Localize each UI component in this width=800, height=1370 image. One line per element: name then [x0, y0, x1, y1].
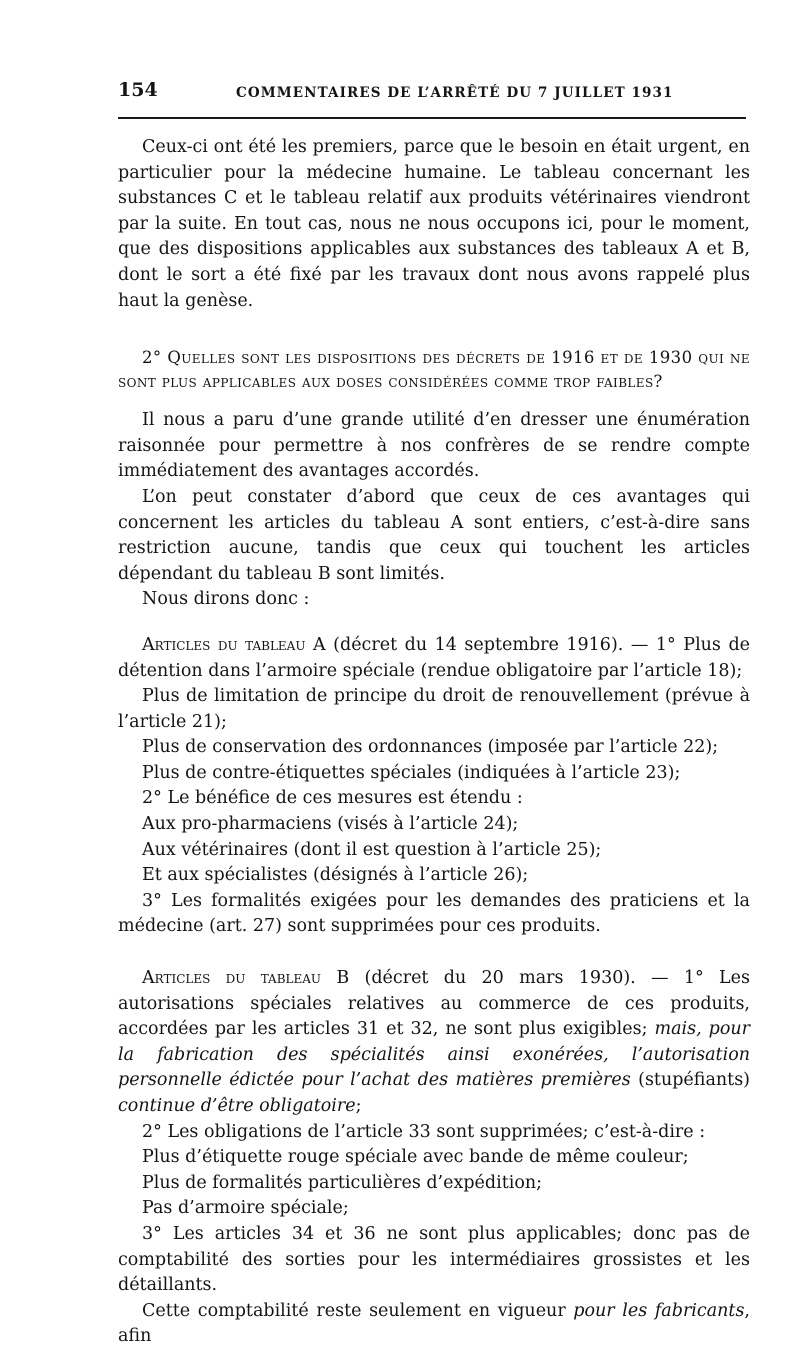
tableau-b-item: 3° Les articles 34 et 36 ne sont plus applicables; donc pas de comptabilité des sorties pour les intermédiaires grossistes et les détaillants. [118, 1223, 750, 1296]
tableau-b-last [118, 1299, 750, 1350]
tableau-a-item: Et aux spécialistes (désignés à l’article 26); [142, 865, 529, 886]
page-header [118, 78, 748, 106]
tableau-a-item: Plus de limitation de principe du droit de renouvellement (prévue à l’article 21); [118, 686, 750, 732]
paragraph-1: Ceux-ci ont été les premiers, parce que le besoin en était urgent, en particulier pour la médecine humaine. Le tableau concernant les substances C et le tableau relatif aux produits vétérinaires viendront par la suite. En tout cas, nous ne nous occupons ici, pour le moment, que des dispositions applicables aux substances des tableaux A et B, dont le sort a été fixé par les travaux dont nous avons rappelé plus haut la genèse. [118, 137, 750, 311]
paragraph-2: Il nous a paru d’une grande utilité d’en dresser une énumération raisonnée pour permettre à nos confrères de se rendre compte immédiatement des avantages accordés. [118, 410, 750, 482]
tableau-b-item: Plus de formalités particulières d’expédition; [142, 1172, 543, 1193]
tableau-a-item: Aux pro-pharmaciens (visés à l’article 24); [142, 814, 519, 835]
last-text-a: Cette comptabilité reste seulement en vigueur [142, 1300, 574, 1321]
page-body [118, 135, 750, 1350]
tableau-a-text: (décret du 14 septembre 1916). — 1° Plus de détention dans l’armoire spéciale (rendue obligatoire par l’article 18); [118, 634, 750, 681]
tableau-a-label: Articles du tableau A [142, 634, 326, 655]
running-title: COMMENTAIRES DE L’ARRÊTÉ DU 7 JUILLET 1931 [236, 85, 674, 101]
paragraph-4: Nous dirons donc : [142, 589, 310, 610]
tableau-a-item: 3° Les formalités exigées pour les demandes des praticiens et la médecine (art. 27) sont supprimées pour ces produits. [118, 890, 750, 937]
tableau-b-item: 2° Les obligations de l’article 33 sont supprimées; c’est-à-dire : [142, 1121, 706, 1142]
paragraph-3: L’on peut constater d’abord que ceux de ces avantages qui concernent les articles du tableau A sont entiers, c’est-à-dire sans restriction aucune, tandis que ceux qui touchent les articles dépendant du tableau B sont limités. [118, 486, 750, 584]
tableau-a-item: Aux vétérinaires (dont il est question à l’article 25); [142, 839, 602, 860]
tableau-b-intro [118, 966, 750, 1120]
header-rule [118, 117, 746, 119]
tableau-b-label: Articles du tableau B [142, 968, 350, 989]
tableau-a-intro [118, 633, 750, 684]
tableau-b-mid: (stupéfiants) [630, 1070, 751, 1091]
tableau-a-item: Plus de contre-étiquettes spéciales (indiquées à l’article 23); [142, 762, 681, 783]
section-heading: 2° Quelles sont les dispositions des décrets de 1916 et de 1930 qui ne sont plus applicables aux doses considérées comme trop faibles? [118, 348, 750, 392]
tableau-b-item: Plus d’étiquette rouge spéciale avec bande de même couleur; [142, 1147, 689, 1168]
tableau-b-italic-1: mais, pour la fabrication des spécialités ainsi exonérées, l’autorisation personnelle édictée pour l’achat des matières premières [118, 1019, 751, 1091]
tableau-a-item: Plus de conservation des ordonnances (imposée par l’article 22); [142, 737, 719, 758]
tableau-a-item: 2° Le bénéfice de ces mesures est étendu : [142, 788, 523, 809]
last-text-b: , afin [118, 1300, 750, 1347]
last-italic: pour les fabricants [573, 1300, 745, 1321]
tableau-b-end: ; [355, 1096, 362, 1116]
page-number: 154 [118, 79, 158, 101]
spacer [118, 940, 750, 966]
tableau-b-italic-2: continue d’être obligatoire [118, 1096, 356, 1116]
tableau-b-text: (décret du 20 mars 1930). — 1° Les autorisations spéciales relatives au commerce de ces produits, accordées par les articles 31 et 32, ne sont plus exigibles; [118, 968, 750, 1040]
spacer [118, 613, 750, 633]
tableau-b-item: Pas d’armoire spéciale; [142, 1198, 349, 1219]
